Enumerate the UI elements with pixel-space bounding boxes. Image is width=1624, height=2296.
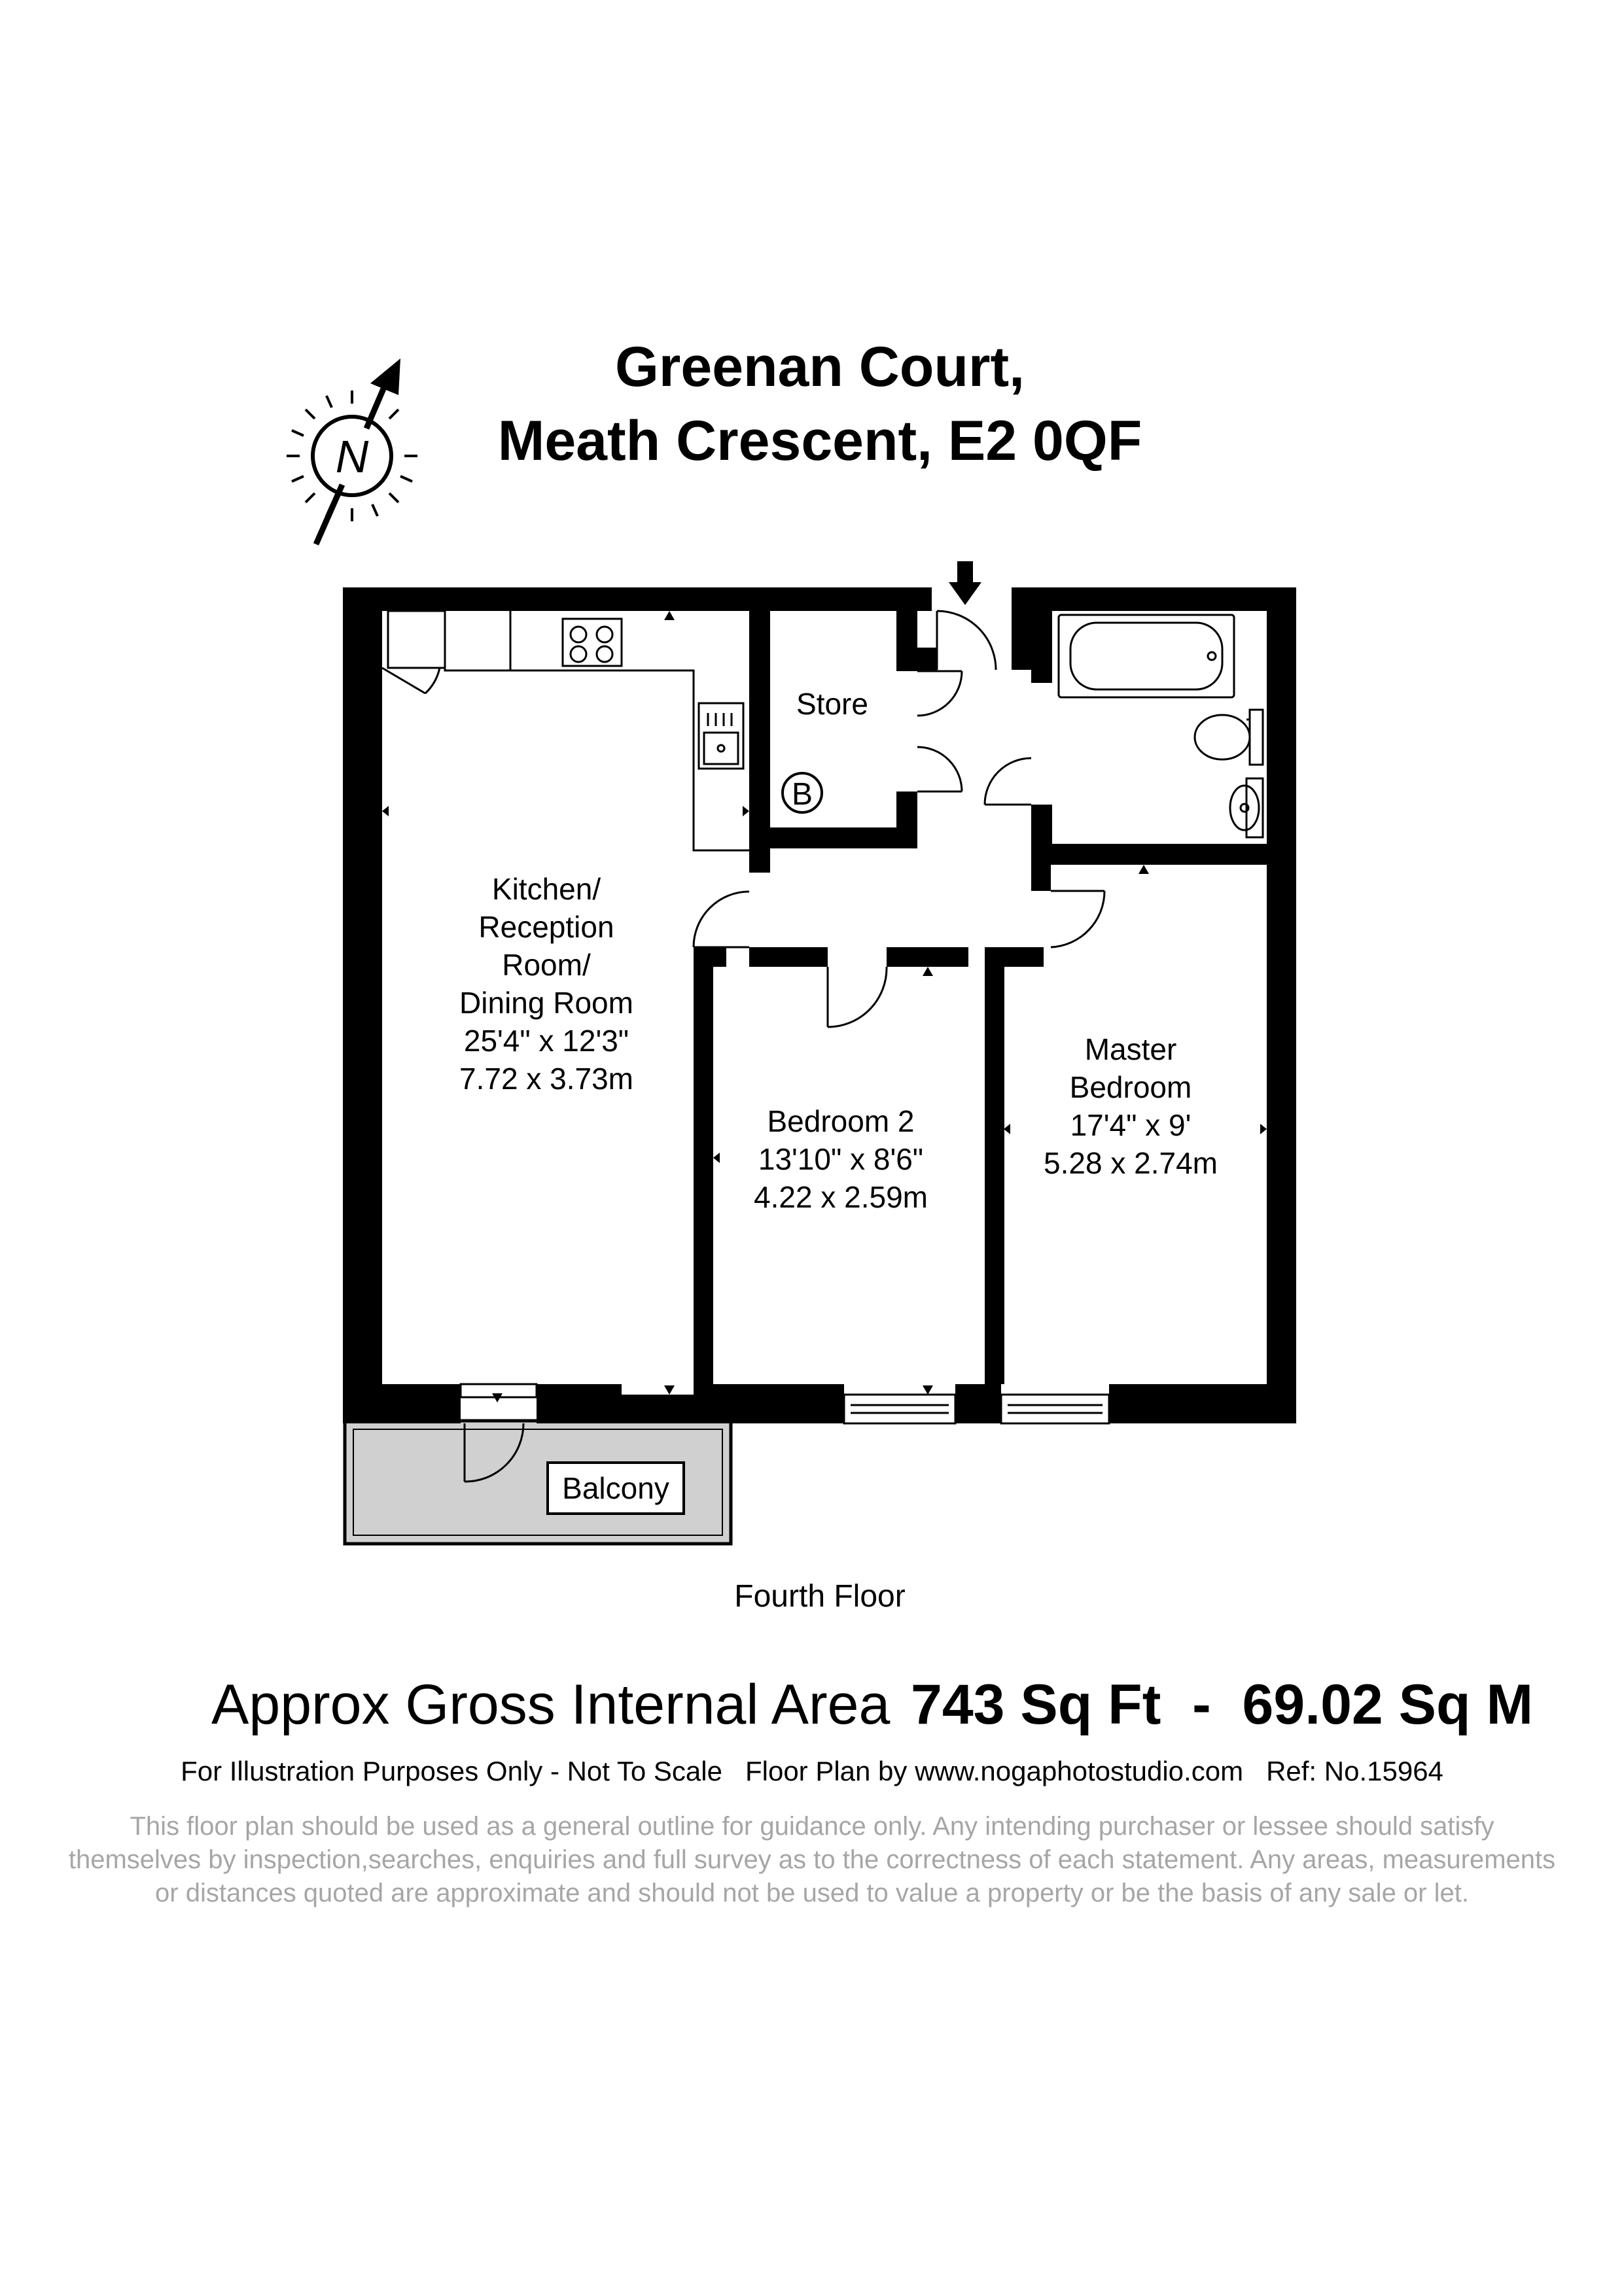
balcony-area: [345, 1421, 731, 1544]
kitchen-label-line4: Dining Room: [459, 986, 633, 1020]
entrance-arrow-icon: [949, 561, 981, 605]
store-label: Store: [796, 687, 868, 721]
room-bedroom-2: [754, 1104, 928, 1214]
compass-north-arrow-icon: [287, 358, 417, 544]
balcony-label: Balcony: [562, 1471, 669, 1505]
disclaimer-line3: or distances quoted are approximate and should not be used to value a property or be the basis of any sale or let.: [155, 1879, 1469, 1907]
kitchen-size-imperial: 25'4" x 12'3": [463, 1024, 629, 1058]
master-label-line1: Master: [1084, 1032, 1177, 1066]
room-master-bedroom: [1044, 1032, 1218, 1180]
kitchen-label-line1: Kitchen/: [491, 872, 601, 906]
hob-icon: [563, 619, 622, 666]
area-value: 743 Sq Ft - 69.02 Sq M: [911, 1673, 1534, 1736]
area-label: Approx Gross Internal Area: [211, 1673, 891, 1736]
illustration-note: For Illustration Purposes Only - Not To Scale Floor Plan by www.nogaphotostudio.com Ref: No.15964: [181, 1756, 1443, 1786]
boiler-icon: [783, 773, 822, 812]
property-title-line1: Greenan Court,: [615, 336, 1025, 398]
bathtub-icon: [1059, 615, 1234, 697]
bedroom2-size-imperial: 13'10" x 8'6": [758, 1142, 924, 1176]
kitchen-size-metric: 7.72 x 3.73m: [459, 1062, 633, 1096]
master-label-line2: Bedroom: [1069, 1070, 1192, 1104]
sink-icon: [699, 703, 743, 769]
disclaimer-line1: This floor plan should be used as a general outline for guidance only. Any intending purchaser or lessee should satisfy: [130, 1812, 1494, 1841]
kitchen-label-line2: Reception: [478, 910, 614, 944]
cupboard-door-swing: [382, 668, 440, 693]
room-kitchen: [459, 872, 633, 1096]
disclaimer-line2: themselves by inspection,searches, enquiries and full survey as to the correctness of each statement. Any areas, measurements: [68, 1845, 1556, 1874]
floor-label: Fourth Floor: [734, 1579, 906, 1614]
master-size-imperial: 17'4" x 9': [1070, 1108, 1192, 1142]
bedroom2-label: Bedroom 2: [767, 1104, 915, 1138]
kitchen-label-line3: Room/: [502, 948, 591, 982]
kitchen-units: [388, 611, 749, 850]
property-title-line2: Meath Crescent, E2 0QF: [497, 409, 1142, 472]
toilet-icon: [1195, 710, 1263, 765]
master-size-metric: 5.28 x 2.74m: [1044, 1146, 1218, 1180]
washbasin-icon: [1230, 778, 1263, 837]
bedroom2-size-metric: 4.22 x 2.59m: [754, 1180, 928, 1214]
boiler-label: B: [791, 777, 813, 812]
compass-label: N: [335, 431, 369, 482]
